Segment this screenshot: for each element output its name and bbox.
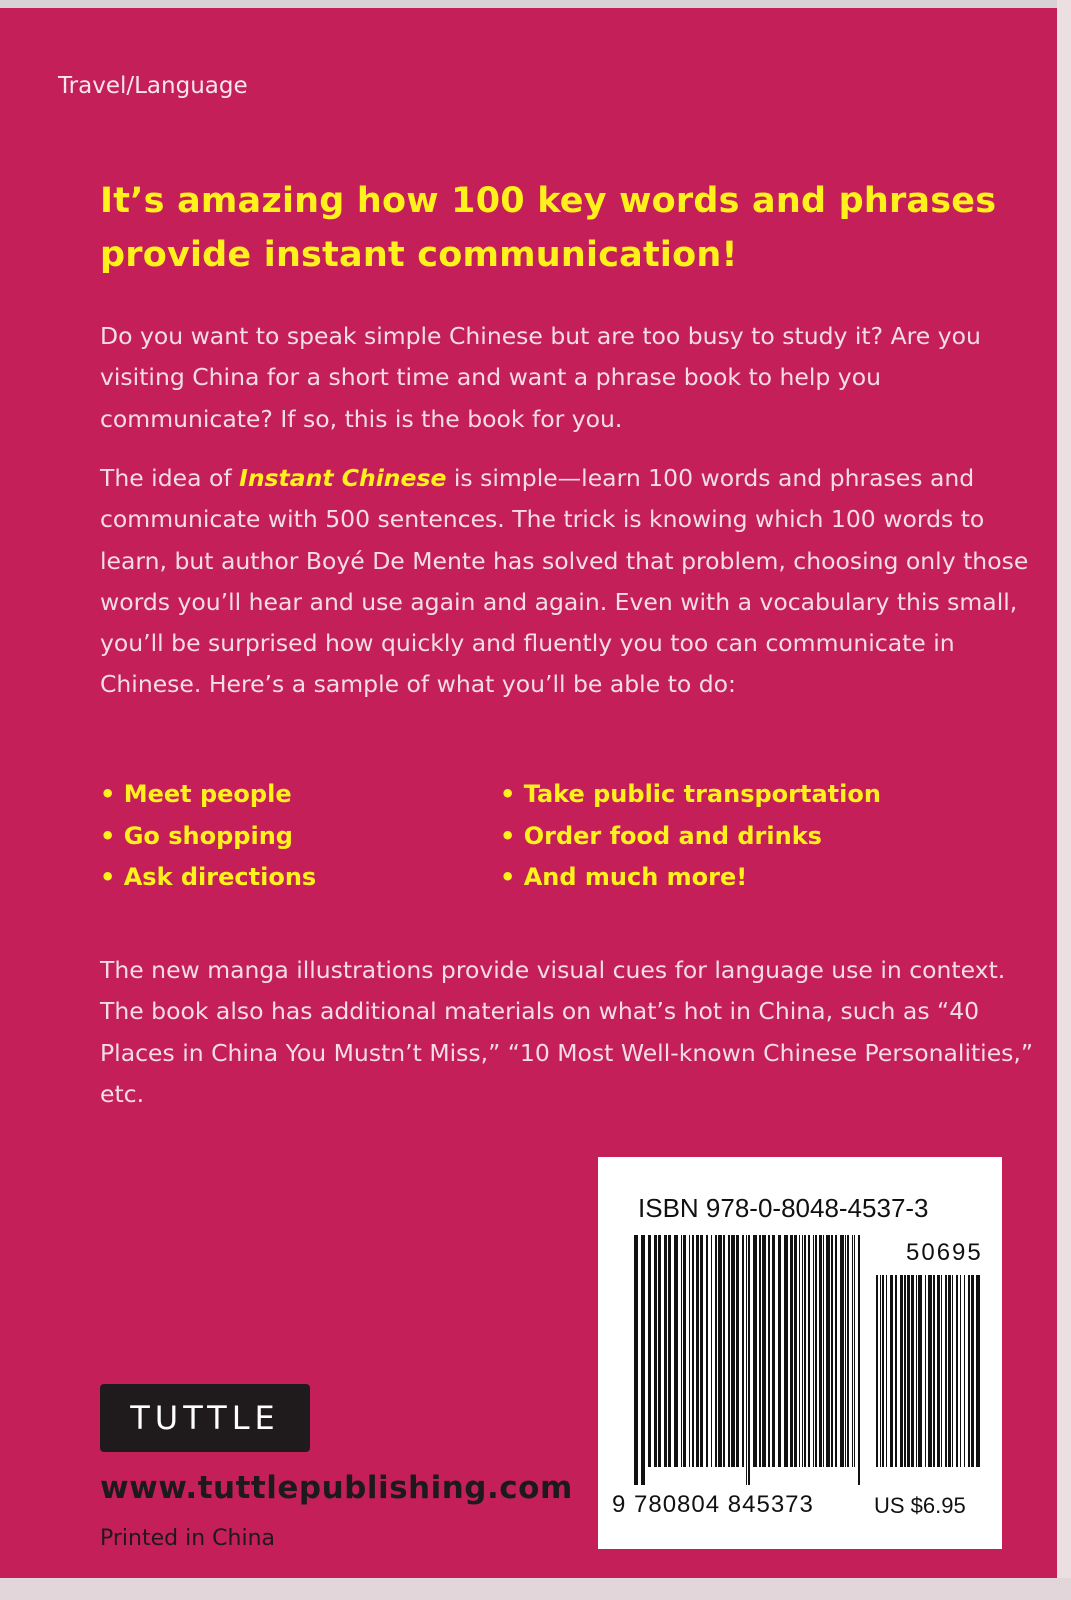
cover-top-edge xyxy=(0,0,1071,8)
barcode-main-icon xyxy=(634,1235,864,1485)
feature-item: • And much more! xyxy=(500,857,980,899)
feature-item: • Ask directions xyxy=(100,857,500,899)
headline xyxy=(100,174,1000,282)
description-paragraph xyxy=(100,458,1040,706)
cover-right-edge xyxy=(1057,0,1071,1600)
cover-bottom-edge xyxy=(0,1578,1071,1600)
feature-item: • Go shopping xyxy=(100,816,500,858)
feature-item: • Take public transportation xyxy=(500,774,980,816)
printed-in-label: Printed in China xyxy=(100,1526,275,1551)
barcode-addon-icon xyxy=(876,1275,984,1485)
price-label: US $6.95 xyxy=(874,1493,966,1518)
closing-paragraph: The new manga illustrations provide visual cues for language use in context. The book also has additional materials on what’s hot in China, such as “40 Places in China You Mustn’t Miss,” “10 Most Well-known Chinese Personalities,” etc. xyxy=(100,956,1034,1108)
feature-item: • Meet people xyxy=(100,774,500,816)
headline-line-2: provide instant communication! xyxy=(100,235,738,275)
publisher-logo: TUTTLE xyxy=(100,1384,310,1452)
category-label: Travel/Language xyxy=(58,73,248,99)
feature-item: • Order food and drinks xyxy=(500,816,980,858)
publisher-url: www.tuttlepublishing.com xyxy=(100,1470,573,1506)
description-after: is simple—learn 100 words and phrases and communicate with 500 sentences. The trick is knowing which 100 words to learn, but author Boyé De Mente has solved that problem, choosing only those words you’ll hear and use again and again. Even with a vocabulary this small, you’ll be surprised how quickly and fluently you too can communicate in Chinese. Here’s a sample of what you’ll be able to do: xyxy=(100,464,1029,699)
headline-line-1: It’s amazing how 100 key words and phrases xyxy=(100,181,997,221)
barcode-digits: 9 780804 845373 xyxy=(612,1491,814,1518)
feature-list xyxy=(100,774,980,899)
description-before: The idea of xyxy=(100,464,240,492)
isbn-number: ISBN 978-0-8048-4537-3 xyxy=(638,1193,929,1223)
barcode-panel xyxy=(598,1157,1002,1549)
book-title: Instant Chinese xyxy=(239,464,447,492)
intro-paragraph: Do you want to speak simple Chinese but are too busy to study it? Are you visiting China for a short time and want a phrase book to help you communicate? If so, this is the book for you. xyxy=(100,322,981,433)
price-addon-code: 50695 xyxy=(906,1239,983,1266)
